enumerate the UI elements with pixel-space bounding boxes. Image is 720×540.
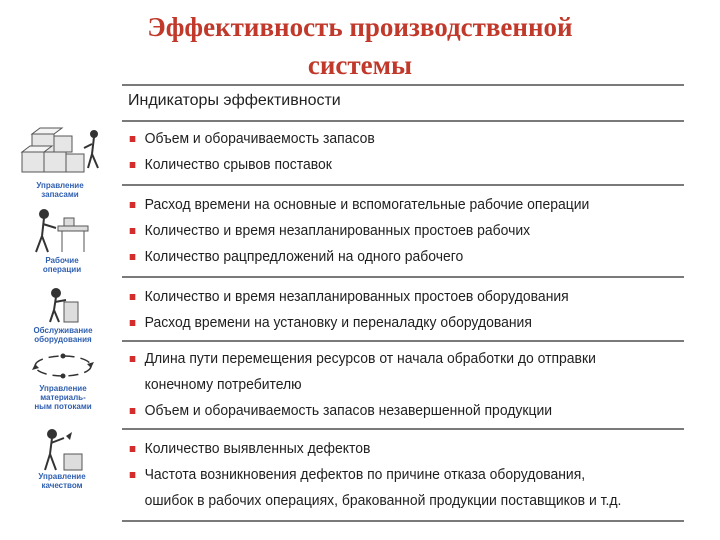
list-item: Частота возникновения дефектов по причине отказа оборудования, bbox=[126, 462, 645, 488]
label-quality bbox=[32, 472, 92, 490]
label-line: Управление bbox=[36, 181, 84, 190]
quality-icon bbox=[38, 428, 86, 477]
list-item-continuation: конечному потребителю bbox=[144, 376, 302, 393]
label-line: операции bbox=[42, 265, 82, 274]
list-item: Длина пути перемещения ресурсов от начала обработки до отправки bbox=[126, 346, 645, 372]
list-item: Расход времени на установку и переналадку оборудования bbox=[126, 310, 645, 336]
divider bbox=[122, 120, 684, 122]
label-inventory bbox=[30, 181, 90, 199]
list-item-continuation: ошибок в рабочих операциях, бракованной продукции поставщиков и т.д. bbox=[144, 492, 622, 509]
divider bbox=[122, 184, 684, 186]
label-line: оборудования bbox=[34, 335, 92, 344]
divider bbox=[122, 276, 684, 278]
list-item: Количество выявленных дефектов bbox=[126, 436, 645, 462]
label-line: Управление bbox=[38, 472, 86, 481]
divider bbox=[122, 520, 684, 522]
list-item: Количество срывов поставок bbox=[126, 152, 645, 178]
list-item: Объем и оборачиваемость запасов незавершенной продукции bbox=[126, 398, 645, 424]
divider bbox=[122, 340, 684, 342]
divider bbox=[122, 84, 684, 86]
divider bbox=[122, 428, 684, 430]
label-line: Обслуживание bbox=[33, 326, 93, 335]
label-maintenance bbox=[28, 326, 98, 344]
maintenance-icon bbox=[42, 288, 82, 329]
label-line: запасами bbox=[41, 190, 79, 199]
group-maintenance bbox=[126, 284, 684, 336]
icon-column bbox=[0, 0, 122, 540]
list-item: Количество и время незапланированных простоев рабочих bbox=[126, 218, 645, 244]
list-item: Количество и время незапланированных простоев оборудования bbox=[126, 284, 645, 310]
label-line: качеством bbox=[41, 481, 83, 490]
label-material-flow bbox=[30, 384, 96, 411]
label-operations bbox=[32, 256, 92, 274]
group-material-flow bbox=[126, 346, 684, 424]
label-line: ным потоками bbox=[34, 402, 92, 411]
flow-cycle-icon bbox=[30, 350, 96, 387]
list-item: Количество рацпредложений на одного рабочего bbox=[126, 244, 645, 270]
title-line-1: Эффективность производственной bbox=[147, 12, 573, 42]
label-line: Рабочие bbox=[45, 256, 79, 265]
table-header: Индикаторы эффективности bbox=[128, 92, 341, 109]
list-item: Расход времени на основные и вспомогательные рабочие операции bbox=[126, 192, 645, 218]
label-line: материаль- bbox=[40, 393, 86, 402]
label-line: Управление bbox=[39, 384, 87, 393]
group-inventory bbox=[126, 126, 684, 178]
group-operations bbox=[126, 192, 684, 270]
list-item: Объем и оборачиваемость запасов bbox=[126, 126, 645, 152]
group-quality bbox=[126, 436, 684, 514]
boxes-icon bbox=[18, 122, 104, 185]
title-line-2: системы bbox=[307, 50, 413, 80]
worker-icon bbox=[30, 208, 94, 259]
